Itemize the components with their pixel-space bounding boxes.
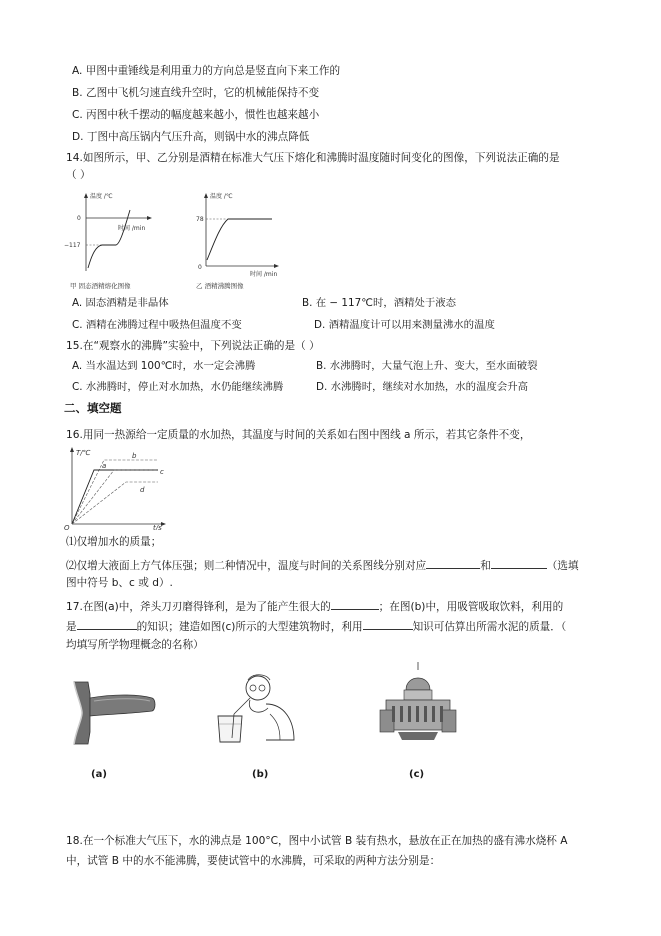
q16-label-a: a bbox=[102, 462, 107, 470]
q16-blank-1[interactable] bbox=[426, 557, 480, 569]
q16-part2-tail: （选填 bbox=[546, 560, 579, 572]
q16-part2-and: 和 bbox=[480, 560, 491, 572]
q17-blank-3[interactable] bbox=[363, 618, 413, 630]
q17-line2-start: 是 bbox=[66, 621, 77, 633]
q13-option-a: A. 甲图中重锤线是利用重力的方向总是竖直向下来工作的 bbox=[72, 65, 341, 77]
graph2-tick-78: 78 bbox=[196, 216, 204, 223]
q17-line2-mid: 的知识；建造如图(c)所示的大型建筑物时，利用 bbox=[136, 621, 363, 633]
q15-stem: 15.在“观察水的沸腾”实验中，下列说法正确的是（ ） bbox=[66, 340, 320, 352]
q16-xlabel: t/s bbox=[153, 524, 162, 530]
axe-illustration bbox=[60, 680, 160, 750]
q17-blank-1[interactable] bbox=[331, 598, 379, 610]
domed-building-illustration bbox=[376, 660, 460, 744]
q16-graph bbox=[62, 444, 172, 530]
q17-line1 bbox=[66, 598, 563, 614]
q13-option-c: C. 丙图中秋千摆动的幅度越来越小，惯性也越来越小 bbox=[72, 109, 320, 121]
q17-line1-text: 17.在图(a)中，斧头刀刃磨得锋利，是为了能产生很大的 bbox=[66, 601, 331, 613]
graph1-ylabel: 温度 /℃ bbox=[90, 193, 113, 200]
boiling-graph bbox=[196, 192, 279, 290]
q16-label-c: c bbox=[160, 468, 164, 476]
graph2-tick-0: 0 bbox=[198, 264, 202, 271]
graph2-caption: 乙 酒精沸腾图像 bbox=[196, 282, 244, 290]
q14-option-c: C. 酒精在沸腾过程中吸热但温度不变 bbox=[72, 319, 242, 331]
figure-a-caption: (a) bbox=[91, 769, 107, 780]
q16-origin: O bbox=[64, 524, 70, 530]
q16-label-b: b bbox=[132, 452, 137, 460]
q17-line1-tail: ；在图(b)中，用吸管吸取饮料，利用的 bbox=[378, 601, 564, 613]
q14-stem-bracket: （ ） bbox=[66, 169, 91, 181]
graph1-xlabel: 时间 /min bbox=[118, 225, 146, 232]
q16-stem: 16.用同一热源给一定质量的水加热，其温度与时间的关系如右图中图线 a 所示，若其它条件不变， bbox=[66, 429, 531, 441]
q15-option-b: B. 水沸腾时，大量气泡上升、变大，至水面破裂 bbox=[316, 360, 538, 372]
q16-part3: 图中符号 b、c 或 d）. bbox=[66, 577, 173, 589]
q17-line3: 均填写所学物理概念的名称） bbox=[66, 639, 204, 651]
graph2-xlabel: 时间 /min bbox=[250, 271, 278, 278]
graph1-tick-neg: −117 bbox=[64, 242, 81, 249]
q16-part1: ⑴仅增加水的质量； bbox=[66, 536, 162, 548]
q14-option-b: B. 在 − 117℃时，酒精处于液态 bbox=[302, 297, 457, 309]
q17-line2-tail: 知识可估算出所需水泥的质量．（ bbox=[412, 621, 567, 633]
graph1-tick-0: 0 bbox=[77, 215, 81, 222]
q16-part2-text: ⑵仅增大液面上方气体压强；则二种情况中，温度与时间的关系图线分别对应 bbox=[66, 560, 427, 572]
q14-option-d: D. 酒精温度计可以用来测量沸水的温度 bbox=[314, 319, 495, 331]
q16-part2 bbox=[66, 557, 579, 573]
q14-figure bbox=[64, 188, 294, 292]
q14-option-a: A. 固态酒精是非晶体 bbox=[72, 297, 169, 309]
straw-drinking-illustration bbox=[210, 668, 300, 746]
q15-option-c: C. 水沸腾时，停止对水加热，水仍能继续沸腾 bbox=[72, 381, 284, 393]
section-title: 二、填空题 bbox=[64, 401, 122, 415]
q16-blank-2[interactable] bbox=[491, 557, 547, 569]
q15-option-d: D. 水沸腾时，继续对水加热，水的温度会升高 bbox=[316, 381, 529, 393]
melting-graph bbox=[64, 192, 152, 290]
figure-c-caption: (c) bbox=[409, 769, 425, 780]
q15-option-a: A. 当水温达到 100℃时，水一定会沸腾 bbox=[72, 360, 256, 372]
figure-b-caption: (b) bbox=[252, 769, 269, 780]
q16-ylabel: T/℃ bbox=[76, 449, 91, 457]
q13-option-b: B. 乙图中飞机匀速直线升空时，它的机械能保持不变 bbox=[72, 87, 320, 99]
graph1-caption: 甲 固态酒精熔化图像 bbox=[70, 282, 131, 290]
q17-line2 bbox=[66, 618, 566, 634]
q14-stem: 14.如图所示，甲、乙分别是酒精在标准大气压下熔化和沸腾时温度随时间变化的图像，下列说法正确的是 bbox=[66, 152, 560, 164]
graph2-ylabel: 温度 /℃ bbox=[210, 193, 233, 200]
q13-option-d: D. 丁图中高压锅内气压升高，则锅中水的沸点降低 bbox=[72, 131, 310, 143]
q18-line2: 中，试管 B 中的水不能沸腾，要使试管中的水沸腾，可采取的两种方法分别是： bbox=[66, 855, 441, 867]
q17-blank-2[interactable] bbox=[77, 618, 137, 630]
q18-line1: 18.在一个标准大气压下，水的沸点是 100°C，图中小试管 B 装有热水，悬放在正在加热的盛有沸水烧杯 A bbox=[66, 835, 568, 847]
q16-label-d: d bbox=[140, 486, 145, 494]
